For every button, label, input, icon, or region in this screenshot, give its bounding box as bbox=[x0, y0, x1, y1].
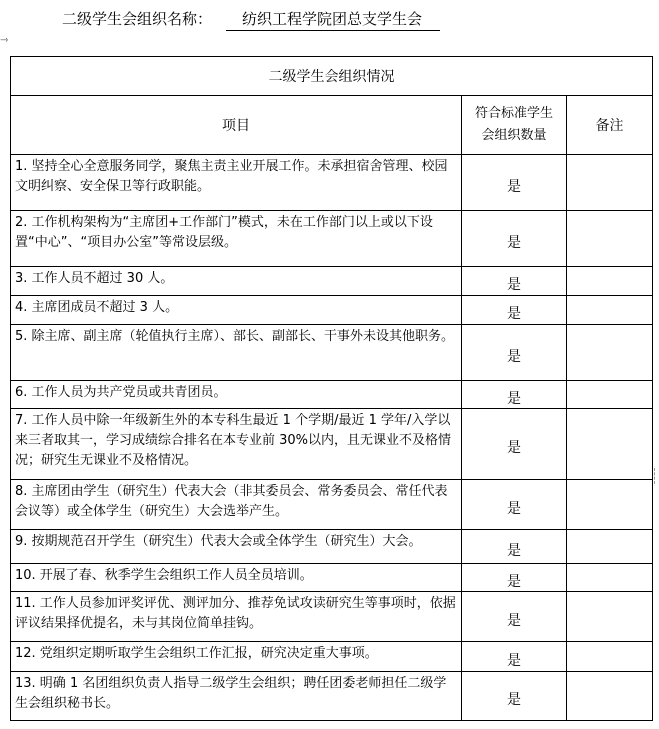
row-note bbox=[567, 672, 653, 721]
table-row bbox=[11, 480, 653, 530]
row-note bbox=[567, 267, 653, 296]
column-header-meets-line2: 会组织数量 bbox=[481, 128, 547, 143]
row-item-text: 9. 按期规范召开学生（研究生）代表大会或全体学生（研究生）大会。 bbox=[11, 530, 462, 564]
table-row bbox=[11, 642, 653, 672]
table-row bbox=[11, 409, 653, 480]
org-name-value: 纺织工程学院团总支学生会 bbox=[226, 8, 440, 31]
table-row bbox=[11, 211, 653, 267]
column-header-meets-line1: 符合标准学生 bbox=[474, 106, 553, 121]
row-note bbox=[567, 296, 653, 325]
row-value: 是 bbox=[462, 325, 567, 381]
row-value: 是 bbox=[462, 564, 567, 592]
row-note bbox=[567, 564, 653, 592]
table-row bbox=[11, 267, 653, 296]
row-value: 是 bbox=[462, 592, 567, 642]
table-row bbox=[11, 325, 653, 381]
row-note bbox=[567, 480, 653, 530]
row-item-text: 1. 坚持全心全意服务同学，聚焦主责主业开展工作。未承担宿舍管理、校园文明纠察、安全保卫等行政职能。 bbox=[11, 155, 462, 211]
row-item-text: 6. 工作人员为共产党员或共青团员。 bbox=[11, 381, 462, 409]
row-note bbox=[567, 155, 653, 211]
table-row bbox=[11, 296, 653, 325]
table-row bbox=[11, 564, 653, 592]
row-item-text: 13. 明确 1 名团组织负责人指导二级学生会组织；聘任团委老师担任二级学生会组织秘书长。 bbox=[11, 672, 462, 721]
row-value: 是 bbox=[462, 381, 567, 409]
row-note bbox=[567, 325, 653, 381]
row-item-text: 11. 工作人员参加评奖评优、测评加分、推荐免试攻读研究生等事项时，依据评议结果择优提名，未与其岗位简单挂钩。 bbox=[11, 592, 462, 642]
row-item-text: 12. 党组织定期听取学生会组织工作汇报，研究决定重大事项。 bbox=[11, 642, 462, 672]
column-header-note: 备注 bbox=[567, 96, 653, 155]
org-name-label: 二级学生会组织名称： bbox=[62, 10, 213, 28]
row-value: 是 bbox=[462, 211, 567, 267]
row-value: 是 bbox=[462, 672, 567, 721]
column-header-meets bbox=[462, 96, 567, 155]
row-item-text: 4. 主席团成员不超过 3 人。 bbox=[11, 296, 462, 325]
row-value: 是 bbox=[462, 480, 567, 530]
column-header-item: 项目 bbox=[11, 96, 462, 155]
table-title: 二级学生会组织情况 bbox=[11, 57, 653, 96]
row-note bbox=[567, 381, 653, 409]
table-row bbox=[11, 592, 653, 642]
row-item-text: 2. 工作机构架构为“主席团+工作部门”模式，未在工作部门以上或以下设置“中心”、“项目办公室”等常设层级。 bbox=[11, 211, 462, 267]
row-note bbox=[567, 530, 653, 564]
row-item-text: 3. 工作人员不超过 30 人。 bbox=[11, 267, 462, 296]
row-item-text: 10. 开展了春、秋季学生会组织工作人员全员培训。 bbox=[11, 564, 462, 592]
row-note bbox=[567, 409, 653, 480]
table-row bbox=[11, 155, 653, 211]
row-item-text: 7. 工作人员中除一年级新生外的本专科生最近 1 个学期/最近 1 学年/入学以来三者取其一，学习成绩综合排名在本专业前 30%以内，且无课业不及格情况；研究生无课业不及格情况。 bbox=[11, 409, 462, 480]
page-edge-marker bbox=[654, 468, 659, 484]
row-value: 是 bbox=[462, 642, 567, 672]
row-note bbox=[567, 592, 653, 642]
row-value: 是 bbox=[462, 155, 567, 211]
row-note bbox=[567, 642, 653, 672]
table-anchor-icon[interactable]: ⇾ bbox=[0, 35, 9, 46]
row-item-text: 5. 除主席、副主席（轮值执行主席）、部长、副部长、干事外未设其他职务。 bbox=[11, 325, 462, 381]
row-value: 是 bbox=[462, 296, 567, 325]
table-row bbox=[11, 381, 653, 409]
table-row bbox=[11, 672, 653, 721]
row-value: 是 bbox=[462, 267, 567, 296]
table-row bbox=[11, 530, 653, 564]
org-name-header bbox=[62, 8, 440, 31]
row-item-text: 8. 主席团由学生（研究生）代表大会（非其委员会、常务委员会、常任代表会议等）或全体学生（研究生）大会选举产生。 bbox=[11, 480, 462, 530]
row-note bbox=[567, 211, 653, 267]
row-value: 是 bbox=[462, 530, 567, 564]
row-value: 是 bbox=[462, 409, 567, 480]
assessment-table bbox=[10, 56, 653, 721]
